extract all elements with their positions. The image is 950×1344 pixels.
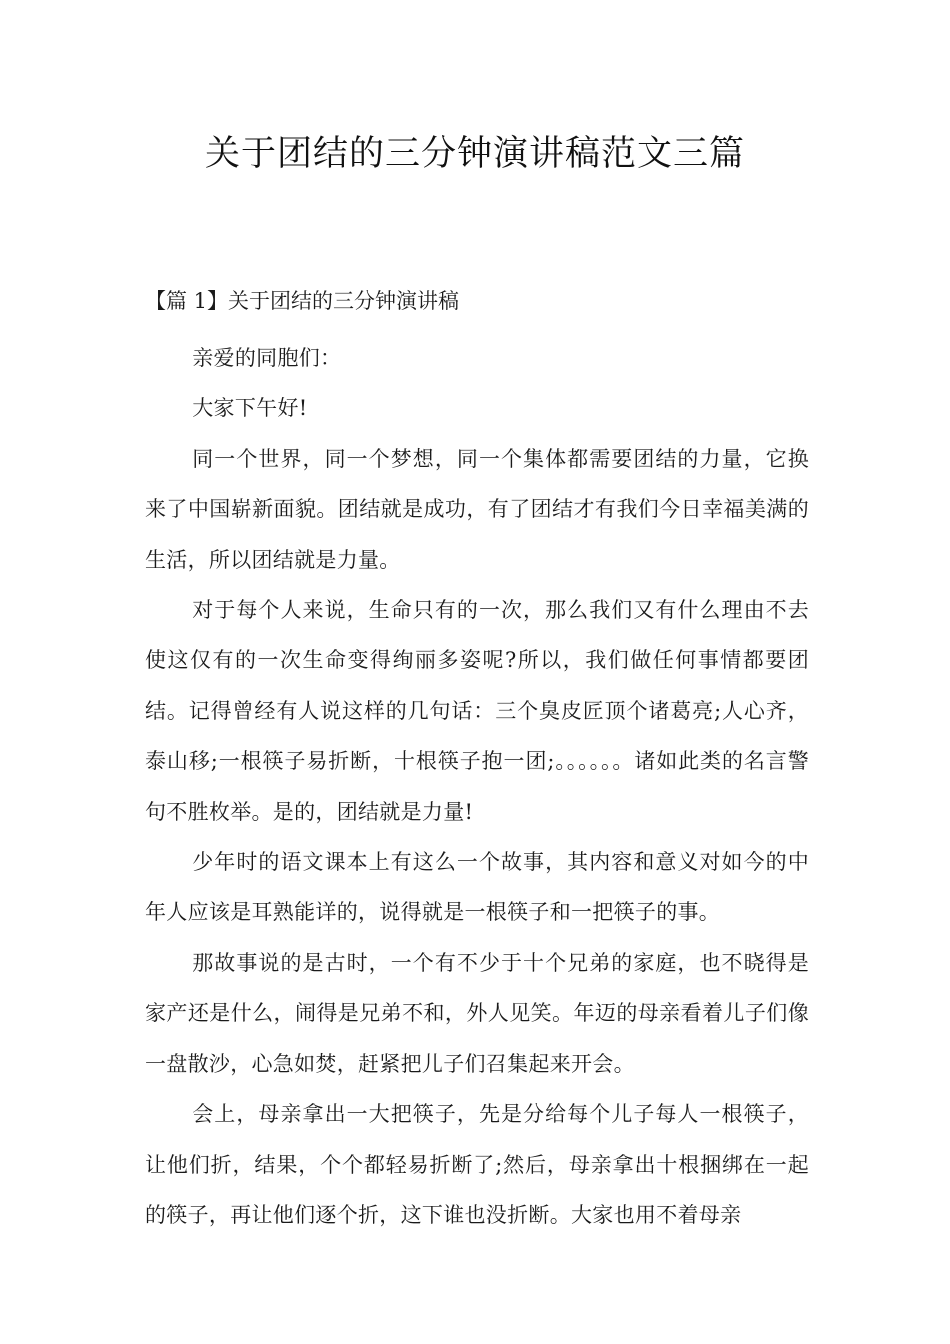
document-title: 关于团结的三分钟演讲稿范文三篇 (204, 134, 745, 174)
paragraph: 对于每个人来说，生命只有的一次，那么我们又有什么理由不去使这仅有的一次生命变得绚丽多姿呢?所以，我们做任何事情都要团结。记得曾经有人说这样的几句话：三个臭皮匠顶个诸葛亮;人心齐，泰山移;一根筷子易折断，十根筷子抱一团;。。。。。。诸如此类的名言警句不胜枚举。是的，团结就是力量! (145, 598, 809, 824)
paragraph-salutation: 大家下午好! (192, 396, 308, 421)
paragraph: 那故事说的是古时，一个有不少于十个兄弟的家庭，也不晓得是家产还是什么，闹得是兄弟不和，外人见笑。年迈的母亲看着儿子们像一盘散沙，心急如焚，赶紧把儿子们召集起来开会。 (145, 950, 809, 1076)
paragraph: 会上，母亲拿出一大把筷子，先是分给每个儿子每人一根筷子，让他们折，结果，个个都轻易折断了;然后，母亲拿出十根捆绑在一起的筷子，再让他们逐个折，这下谁也没折断。大家也用不着母亲 (145, 1102, 809, 1227)
paragraph: 同一个世界，同一个梦想，同一个集体都需要团结的力量，它换来了中国崭新面貌。团结就是成功，有了团结才有我们今日幸福美满的生活，所以团结就是力量。 (145, 446, 809, 572)
paragraph: 少年时的语文课本上有这么一个故事，其内容和意义对如今的中年人应该是耳熟能详的，说得就是一根筷子和一把筷子的事。 (145, 850, 809, 925)
section-heading: 【篇 1】关于团结的三分钟演讲稿 (145, 289, 460, 313)
paragraph-greeting: 亲爱的同胞们： (192, 346, 342, 370)
document-body (145, 333, 809, 1240)
